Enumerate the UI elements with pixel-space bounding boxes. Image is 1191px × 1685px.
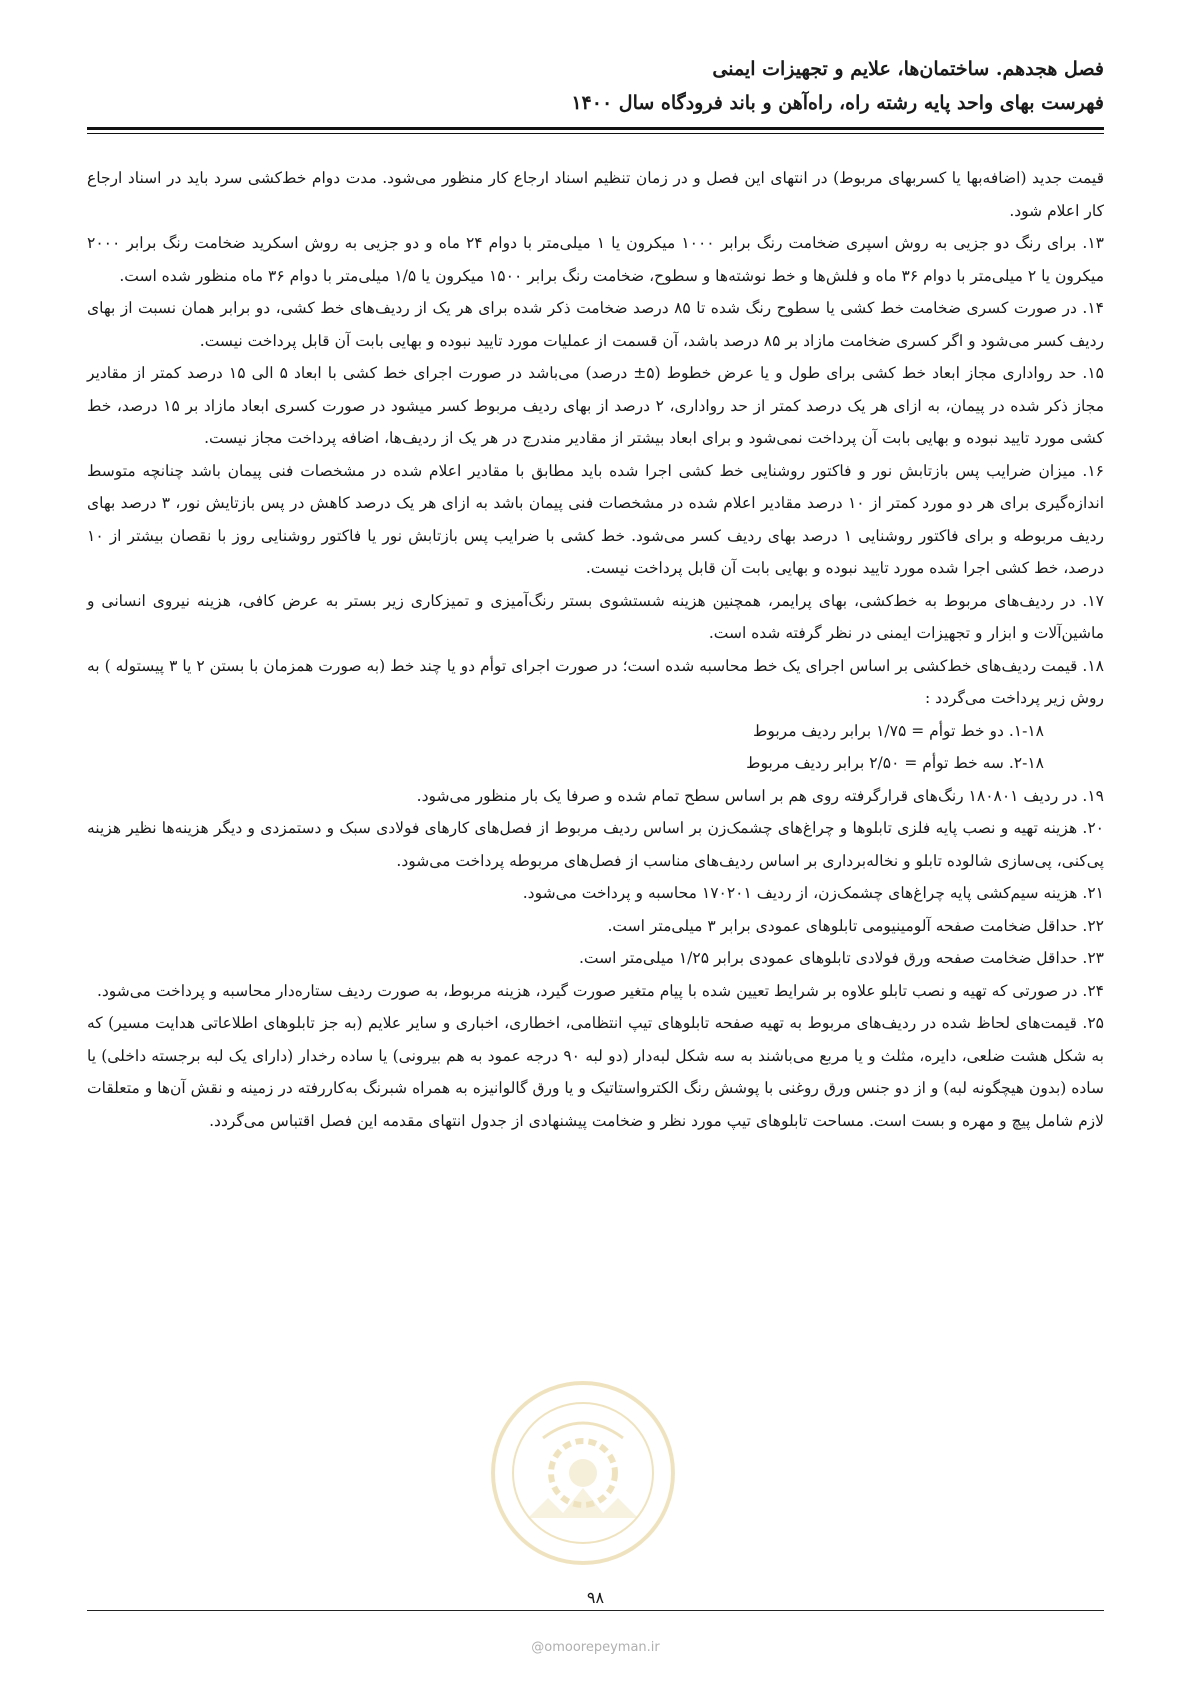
paragraph-21: ۲۱. هزینه سیم‌کشی پایه چراغ‌های چشمک‌زن، از ردیف ۱۷۰۲۰۱ محاسبه و پرداخت می‌شود. [522,884,1104,902]
footer-rule [87,1610,1104,1611]
body-text [87,162,1104,1137]
paragraph-18: ۱۸. قیمت ردیف‌های خط‌کشی بر اساس اجرای یک خط محاسبه شده است؛ در صورت اجرای توأم دو یا چند خط (به صورت همزمان با بستن ۲ یا ۳ پیستوله ) به روش زیر پرداخت می‌گردد : [87,656,1104,707]
paragraph-17: ۱۷. در ردیف‌های مربوط به خط‌کشی، بهای پرایمر، همچنین هزینه شستشوی بستر رنگ‌آمیزی و تمیزکاری زیر بستر به عرض کافی، هزینه نیروی انسانی و ماشین‌آلات و ابزار و تجهیزات ایمنی در نظر گرفته شده است. [87,591,1104,642]
header-rule-thick [87,127,1104,130]
paragraph-23: ۲۳. حداقل ضخامت صفحه ورق فولادی تابلوهای عمودی برابر ۱/۲۵ میلی‌متر است. [579,949,1104,967]
page-header [87,52,1104,120]
paragraph-24: ۲۴. در صورتی که تهیه و نصب تابلو علاوه بر شرایط تعیین شده با پیام متغیر صورت گیرد، هزینه مربوط، به صورت ردیف ستاره‌دار محاسبه و پرداخت می‌شود. [96,981,1104,1000]
paragraph-13: ۱۳. برای رنگ دو جزیی به روش اسپری ضخامت رنگ برابر ۱۰۰۰ میکرون یا ۱ میلی‌متر با دوام ۲۴ ماه و دو جزیی به روش اسکرید ضخامت رنگ برابر ۲۰۰۰ میکرون یا ۲ میلی‌متر با دوام ۳۶ ماه و فلش‌ها و خط نوشته‌ها و سطوح، ضخامت رنگ برابر ۱۵۰۰ میکرون یا ۱/۵ میلی‌متر با دوام ۳۶ ماه منظور شده است. [87,234,1104,285]
site-credit: @omoorepeyman.ir [531,1640,660,1655]
paragraph-19: ۱۹. در ردیف ۱۸۰۸۰۱ رنگ‌های قرارگرفته روی هم بر اساس سطح تمام شده و صرفا یک بار منظور می‌شود. [416,786,1104,805]
paragraph-20: ۲۰. هزینه تهیه و نصب پایه فلزی تابلوها و چراغ‌های چشمک‌زن بر اساس ردیف مربوط از فصل‌های کارهای فولادی سبک و دستمزدی و دیگر هزینه‌ها نظیر هزینه پی‌کنی، پی‌سازی شالوده تابلو و نخاله‌برداری بر اساس ردیف‌های مناسب از فصل‌های مربوطه پرداخت می‌شود. [87,819,1104,870]
paragraph-22: ۲۲. حداقل ضخامت صفحه آلومینیومی تابلوهای عمودی برابر ۳ میلی‌متر است. [607,916,1104,935]
header-rule-thin [87,133,1104,134]
paragraph-15: ۱۵. حد رواداری مجاز ابعاد خط کشی برای طول و یا عرض خطوط (۵± درصد) می‌باشد در صورت اجرای خط کشی با ابعاد ۵ الی ۱۵ درصد کمتر از مقادیر مجاز ذکر شده در پیمان، به ازای هر یک درصد کمتر از حد رواداری، ۲ درصد از بهای ردیف مربوط کسر میشود در صورت کسری ابعاد مازاد بر ۱۵ درصد، خط کشی مورد تایید نبوده و بهایی بابت آن پرداخت نمی‌شود و برای ابعاد بیشتر از مقادیر مندرج در هر یک از ردیف‌ها، اضافه پرداخت مجاز نیست. [87,364,1105,447]
seal-stamp-icon [488,1378,678,1568]
paragraph-25: ۲۵. قیمت‌های لحاظ شده در ردیف‌های مربوط به تهیه صفحه تابلوهای تیپ انتظامی، اخطاری، اخباری و سایر علایم (به جز تابلوهای اطلاعاتی هدایت مسیر) که به شکل هشت ضلعی، دایره، مثلث و یا مربع می‌باشند به سه شکل لبه‌دار (دو لبه ۹۰ درجه عمود به هم بیرونی) یا ساده رخدار (دارای یک لبه برجسته داخلی) یا ساده (بدون هیچگونه لبه) و از دو جنس ورق روغنی با پوشش رنگ الکترواستاتیک و یا ورق گالوانیزه به همراه شبرنگ به‌کاررفته در زمینه و نقش آن‌ها و متعلقات لازم شامل پیچ و مهره و بست است. مساحت تابلوهای تیپ مورد نظر و ضخامت پیشنهادی از جدول انتهای مقدمه این فصل اقتباس می‌گردد. [87,1014,1104,1130]
paragraph-intro: قیمت جدید (اضافه‌بها یا کسربهای مربوط) در انتهای این فصل و در زمان تنظیم اسناد ارجاع کار منظور می‌شود. مدت دوام خط‌کشی سرد باید در اسناد ارجاع کار اعلام شود. [87,169,1104,220]
page-number-text: ۹۸ [579,1588,612,1607]
paragraph-14: ۱۴. در صورت کسری ضخامت خط کشی یا سطوح رنگ شده تا ۸۵ درصد ضخامت ذکر شده برای هر یک از ردیف‌های خط کشی، دو برابر همان نسبت از بهای ردیف کسر می‌شود و اگر کسری ضخامت مازاد بر ۸۵ درصد باشد، آن قسمت از عملیات مورد تایید نبوده و بهایی بابت آن قابل پرداخت نیست. [87,299,1104,350]
paragraph-16: ۱۶. میزان ضرایب پس بازتابش نور و فاکتور روشنایی خط کشی اجرا شده باید مطابق با مقادیر اعلام شده در مشخصات فنی پیمان باشد چنانچه متوسط اندازه‌گیری برای هر دو مورد کمتر از ۱۰ درصد مقادیر اعلام شده در مشخصات فنی پیمان باشد به ازای هر یک درصد کاهش در پس بازتایش نور، ۳ درصد بهای ردیف مربوطه و برای فاکتور روشنایی ۱ درصد بهای ردیف کسر می‌شود. خط کشی با ضرایب پس بازتابش نور یا فاکتور روشنایی روز با نقصان بیشتر از ۱۰ درصد، خط کشی اجرا شده مورد تایید نبوده و بهایی بابت آن قابل پرداخت نیست. [87,461,1105,577]
paragraph-18-1: ۱-۱۸. دو خط توأم = ۱/۷۵ برابر ردیف مربوط [753,721,1044,740]
paragraph-18-2: ۲-۱۸. سه خط توأم = ۲/۵۰ برابر ردیف مربوط [746,754,1044,772]
page-number [0,1588,1191,1607]
book-title: فهرست بهای واحد پایه رشته راه، راه‌آهن و باند فرودگاه سال ۱۴۰۰ [571,92,1104,114]
chapter-title: فصل هجدهم. ساختمان‌ها، علایم و تجهیزات ایمنی [712,58,1104,80]
